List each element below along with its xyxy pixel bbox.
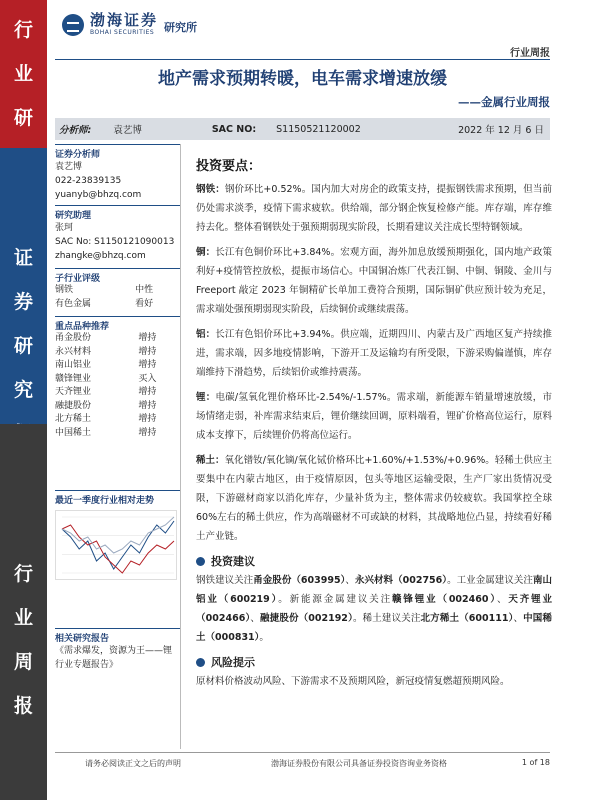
- table-row: [55, 298, 180, 312]
- rating-table: [55, 284, 180, 311]
- column-divider: [180, 144, 181, 749]
- stock-name: 融捷股份: [55, 400, 92, 411]
- key-point-label: 稀土：: [196, 455, 225, 466]
- advice-text: 、: [250, 613, 261, 624]
- recommended-stock: 永兴材料（002756）: [354, 575, 448, 586]
- advice-text: 。新能源金属建议关注: [278, 594, 392, 605]
- chart-heading: 最近一季度行业相对走势: [55, 490, 180, 506]
- recommended-stock: 甬金股份（603995）: [253, 575, 346, 586]
- page-footer: [55, 752, 550, 769]
- key-point-paragraph: [196, 451, 552, 546]
- stock-name: 永兴材料: [55, 346, 92, 357]
- recommended-stock: 天齐锂业（002466）: [196, 594, 552, 624]
- stock-rating: 增持: [138, 346, 157, 357]
- rating-value: 中性: [135, 285, 154, 295]
- report-title: 地产需求预期转暖，电车需求增速放缓: [158, 69, 447, 89]
- bohai-logo: [62, 12, 197, 37]
- stock-name: 甬金股份: [55, 333, 92, 343]
- banner-char: 业: [13, 607, 33, 629]
- rating-heading: 子行业评级: [55, 268, 180, 284]
- analyst-name-line: 袁艺博: [55, 162, 83, 172]
- table-row: [55, 346, 180, 360]
- stock-rating: 增持: [138, 427, 157, 438]
- recommended-stock: 南山铝业（600219）: [196, 575, 552, 605]
- bullet-icon: [196, 557, 205, 566]
- recommended-stock: 中国稀土（000831）: [196, 613, 552, 643]
- stock-rating: 增持: [138, 360, 157, 370]
- main-content: [196, 157, 552, 697]
- banner-char: 研: [13, 335, 33, 357]
- advice-text: 、: [513, 613, 524, 624]
- advice-text: 。工业金属建议关注: [447, 575, 533, 586]
- analyst-email[interactable]: yuanyb@bhzq.com: [55, 190, 142, 200]
- analyst-name: 袁艺博: [113, 125, 142, 136]
- analyst-label: 分析师:: [59, 125, 92, 136]
- risk-text: 原材料价格波动风险、下游需求不及预期风险，新冠疫情复燃超预期风险。: [196, 676, 510, 687]
- banner-industry-research: [0, 0, 47, 148]
- assistant-sac: SAC No: S1150121090013: [55, 237, 175, 247]
- assistant-email[interactable]: zhangke@bhzq.com: [55, 251, 146, 261]
- key-points-heading: 投资要点：: [196, 159, 262, 174]
- assistant-heading: 研究助理: [55, 205, 180, 221]
- stock-rating: 增持: [138, 333, 157, 343]
- banner-char: 报: [13, 695, 33, 717]
- table-row: [55, 427, 180, 441]
- rating-value: 看好: [135, 298, 154, 309]
- key-point-text: 钢价环比+0.52%。国内加大对房企的政策支持，提振钢铁需求预期，但当前仍处需求淡季，疫情下需求疲软。供给端，部分钢企恢复检修产能。库存端，库存维持去化。整体看钢铁处于强预期弱现实阶段，长期看建议关注成长型特钢领域。: [196, 184, 552, 233]
- banner-char: 行: [13, 563, 33, 585]
- banner-char: 证: [13, 247, 33, 269]
- banner-industry-weekly: [0, 424, 47, 800]
- table-row: [55, 284, 180, 298]
- banner-securities-report: [0, 148, 47, 424]
- table-row: [55, 332, 180, 346]
- risk-heading: [196, 653, 552, 672]
- report-date: 2022 年 12 月 6 日: [458, 125, 544, 136]
- analyst-phone: 022-23839135: [55, 176, 122, 186]
- header-divider: [55, 59, 550, 60]
- banner-char: 研: [13, 107, 33, 129]
- key-point-label: 铝：: [196, 329, 216, 340]
- recommended-stock: 赣锋锂业（002460）: [391, 594, 497, 605]
- banner-char: 周: [13, 651, 33, 673]
- trend-chart-svg: [56, 511, 178, 581]
- table-row: [55, 400, 180, 414]
- stock-name: 北方稀土: [55, 414, 92, 424]
- left-banner: [0, 0, 47, 800]
- footer-qualification: 渤海证券股份有限公司具备证券投资咨询业务资格: [271, 759, 447, 768]
- banner-char: 行: [13, 19, 33, 41]
- advice-text: 、: [496, 594, 509, 605]
- advice-text: 。稀土建议关注: [352, 613, 421, 624]
- stock-name: 天齐锂业: [55, 387, 92, 397]
- institute-label: 研究所: [164, 20, 198, 34]
- key-point-text: 氧化镨钕/氧化镝/氧化铽价格环比+1.60%/+1.53%/+0.96%。轻稀土供应主要集中在内蒙古地区，由于疫情原因，包头等地区运输受限，生产厂家出货情况受限，下游磁材商家以消化库存，少量补货为主，整体需求仍较疲软。我国掌控全球 60%左右的稀土供应，作为高端磁材不可或缺的材料，其战略地位凸显，持续看好稀土产业链。: [196, 455, 552, 542]
- key-point-text: 长江有色铜价环比+3.84%。宏观方面，海外加息放缓预期强化，国内地产政策利好+疫情管控放松，提振市场信心。中国铜冶炼厂代表江铜、中铜、铜陵、金川与 Freeport 敲定 2023 年铜精矿长单加工费符合预期，国际铜矿供应预计较为充足，需求端处强预期弱现实阶段，后续铜价或继续震荡。: [196, 247, 552, 315]
- stock-rating: 增持: [138, 414, 157, 424]
- table-row: [55, 413, 180, 427]
- report-type: 行业周报: [510, 48, 550, 59]
- rating-name: 有色金属: [55, 298, 92, 309]
- advice-text: 。: [259, 632, 269, 643]
- stocks-heading: 重点品种推荐: [55, 316, 180, 332]
- banner-char: 券: [13, 291, 33, 313]
- related-report[interactable]: 《需求爆发，资源为王——锂行业专题报告》: [55, 646, 173, 670]
- key-points: [196, 180, 552, 546]
- stock-name: 中国稀土: [55, 427, 92, 438]
- table-row: [55, 386, 180, 400]
- key-point-paragraph: [196, 325, 552, 382]
- logo-cn: 渤海证券: [90, 11, 159, 29]
- key-point-paragraph: [196, 388, 552, 445]
- report-subtitle: ——金属行业周报: [458, 95, 550, 109]
- meta-bar: [55, 118, 550, 140]
- advice-heading: [196, 552, 552, 571]
- key-point-label: 锂：: [196, 392, 216, 403]
- assistant-name: 张珂: [55, 223, 74, 233]
- key-point-text: 电碳/氢氧化锂价格环比-2.54%/-1.57%。需求端，新能源车销量增速放缓，市场情绪走弱，补库需求结束后，锂价继续回调，原料端看，锂矿价格高位运行，原料成本支撑下，后续锂价仍将高位运行。: [196, 392, 552, 441]
- sac-number: S1150521120002: [276, 123, 361, 135]
- key-point-label: 钢铁：: [196, 184, 225, 195]
- stock-rating: 增持: [138, 400, 157, 411]
- stock-rating: 增持: [138, 387, 157, 397]
- stock-name: 南山铝业: [55, 360, 92, 370]
- advice-text: 、: [345, 575, 355, 586]
- stock-name: 赣锋锂业: [55, 373, 92, 384]
- related-heading: 相关研究报告: [55, 628, 180, 644]
- bullet-icon: [196, 658, 205, 667]
- key-point-label: 铜：: [196, 247, 216, 258]
- table-row: [55, 359, 180, 373]
- key-point-paragraph: [196, 180, 552, 237]
- page-number: 1 of 18: [521, 758, 550, 767]
- risk-heading-text: 风险提示: [211, 656, 255, 669]
- sac-label: SAC NO:: [211, 123, 257, 135]
- key-point-text: 长江有色铝价环比+3.94%。供应端，近期四川、内蒙古及广西地区复产持续推进，需求端，因多地疫情影响，下游开工及运输均有所受限，下游采购偏谨慎，库存端维持下滑趋势，后续铝价或维持震荡。: [196, 329, 552, 378]
- left-column: [55, 144, 180, 672]
- recommended-stock: 融捷股份（002192）: [260, 613, 353, 624]
- logo-icon: [62, 14, 84, 36]
- relative-trend-chart: [55, 510, 177, 580]
- table-row: [55, 373, 180, 387]
- banner-char: 究: [13, 379, 33, 401]
- stock-rating: 买入: [138, 373, 157, 384]
- logo-en: BOHAI SECURITIES: [90, 29, 155, 36]
- investment-advice: [196, 571, 552, 647]
- stocks-table: [55, 332, 180, 440]
- key-point-paragraph: [196, 243, 552, 319]
- advice-text: 钢铁建议关注: [196, 575, 254, 586]
- footer-disclaimer: 请务必阅读正文之后的声明: [85, 759, 181, 768]
- advice-heading-text: 投资建议: [211, 555, 255, 568]
- rating-name: 钢铁: [55, 285, 74, 295]
- banner-char: 业: [13, 63, 33, 85]
- recommended-stock: 北方稀土（600111）: [420, 613, 514, 624]
- analyst-heading: 证券分析师: [55, 144, 180, 160]
